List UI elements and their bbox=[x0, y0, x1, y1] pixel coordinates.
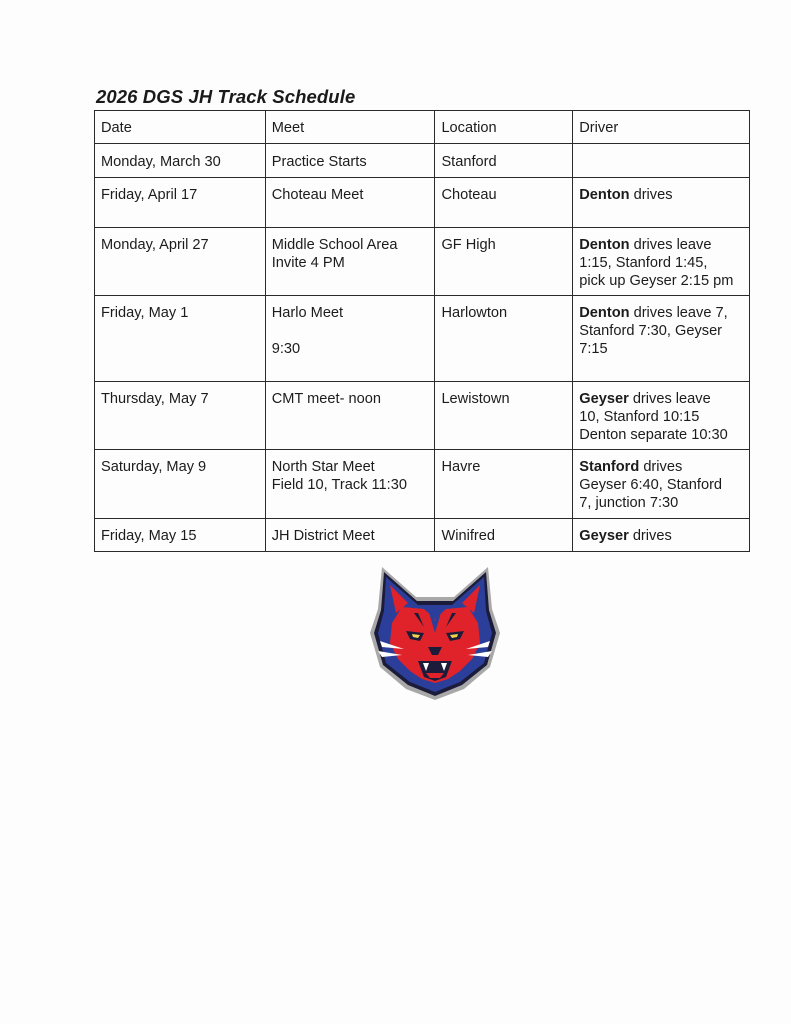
cell-meet bbox=[265, 144, 435, 178]
table-row bbox=[95, 228, 750, 296]
cell-date: Friday, May 1 bbox=[95, 296, 266, 382]
meet-line: Invite 4 PM bbox=[271, 255, 345, 271]
meet-line: Harlo Meet bbox=[271, 305, 344, 321]
cell-meet bbox=[265, 450, 435, 519]
driver-name: Denton bbox=[579, 237, 630, 253]
cell-location: Choteau bbox=[435, 178, 573, 228]
cell-date: Thursday, May 7 bbox=[95, 382, 266, 450]
cell-location: GF High bbox=[435, 228, 573, 296]
meet-line: CMT meet- noon bbox=[271, 391, 381, 407]
table-row bbox=[95, 178, 750, 228]
cell-location: Winifred bbox=[435, 519, 573, 552]
meet-line: JH District Meet bbox=[271, 528, 375, 544]
driver-line bbox=[579, 304, 743, 322]
cell-date: Saturday, May 9 bbox=[95, 450, 266, 519]
cell-date: Friday, May 15 bbox=[95, 519, 266, 552]
meet-line: Field 10, Track 11:30 bbox=[271, 477, 407, 493]
driver-text: drives bbox=[628, 528, 672, 544]
schedule-title: 2026 DGS JH Track Schedule bbox=[96, 86, 356, 107]
driver-line: 1:15, Stanford 1:45, bbox=[579, 255, 708, 271]
schedule-table bbox=[94, 110, 750, 552]
driver-line: 7:15 bbox=[579, 341, 608, 357]
table-row bbox=[95, 296, 750, 382]
cell-meet bbox=[265, 228, 435, 296]
meet-line: Practice Starts bbox=[271, 154, 367, 170]
driver-line: Denton separate 10:30 bbox=[579, 427, 728, 443]
cell-location: Lewistown bbox=[435, 382, 573, 450]
cell-date: Monday, April 27 bbox=[95, 228, 266, 296]
cell-meet bbox=[265, 519, 435, 552]
driver-line bbox=[579, 390, 743, 408]
wildcat-mascot-icon bbox=[368, 563, 502, 701]
cell-driver bbox=[573, 144, 750, 178]
meet-line: North Star Meet bbox=[271, 459, 375, 475]
table-row bbox=[95, 382, 750, 450]
driver-line bbox=[579, 527, 743, 545]
cell-location: Havre bbox=[435, 450, 573, 519]
header-meet: Meet bbox=[265, 111, 435, 144]
driver-name: Stanford bbox=[579, 459, 640, 475]
driver-line: Geyser 6:40, Stanford bbox=[579, 477, 723, 493]
header-date: Date bbox=[95, 111, 266, 144]
driver-line: 10, Stanford 10:15 bbox=[579, 409, 700, 425]
driver-text: drives bbox=[629, 187, 673, 203]
header-location: Location bbox=[435, 111, 573, 144]
cell-driver bbox=[573, 296, 750, 382]
driver-name: Geyser bbox=[579, 528, 629, 544]
cell-driver bbox=[573, 382, 750, 450]
cell-date: Friday, April 17 bbox=[95, 178, 266, 228]
cell-location: Stanford bbox=[435, 144, 573, 178]
driver-text: drives leave bbox=[629, 237, 712, 253]
meet-line: 9:30 bbox=[271, 341, 301, 357]
table-row bbox=[95, 519, 750, 552]
driver-name: Denton bbox=[579, 187, 630, 203]
table-row bbox=[95, 450, 750, 519]
driver-line: Stanford 7:30, Geyser bbox=[579, 323, 723, 339]
cell-driver bbox=[573, 450, 750, 519]
driver-name: Geyser bbox=[579, 391, 629, 407]
driver-text: drives bbox=[639, 459, 683, 475]
table-row bbox=[95, 144, 750, 178]
blank-line bbox=[272, 322, 429, 340]
driver-line bbox=[579, 186, 743, 204]
driver-name: Denton bbox=[579, 305, 630, 321]
cell-driver bbox=[573, 178, 750, 228]
driver-line: 7, junction 7:30 bbox=[579, 495, 679, 511]
cell-meet bbox=[265, 296, 435, 382]
cell-meet bbox=[265, 382, 435, 450]
cell-meet bbox=[265, 178, 435, 228]
meet-line: Middle School Area bbox=[271, 237, 398, 253]
driver-text: drives leave bbox=[628, 391, 711, 407]
header-driver: Driver bbox=[573, 111, 750, 144]
cell-driver bbox=[573, 228, 750, 296]
driver-text: drives leave 7, bbox=[629, 305, 728, 321]
driver-line bbox=[579, 458, 743, 476]
cell-driver bbox=[573, 519, 750, 552]
cell-date: Monday, March 30 bbox=[95, 144, 266, 178]
cell-location: Harlowton bbox=[435, 296, 573, 382]
meet-line: Choteau Meet bbox=[271, 187, 364, 203]
driver-line bbox=[579, 236, 743, 254]
table-header-row bbox=[95, 111, 750, 144]
driver-line: pick up Geyser 2:15 pm bbox=[579, 273, 734, 289]
